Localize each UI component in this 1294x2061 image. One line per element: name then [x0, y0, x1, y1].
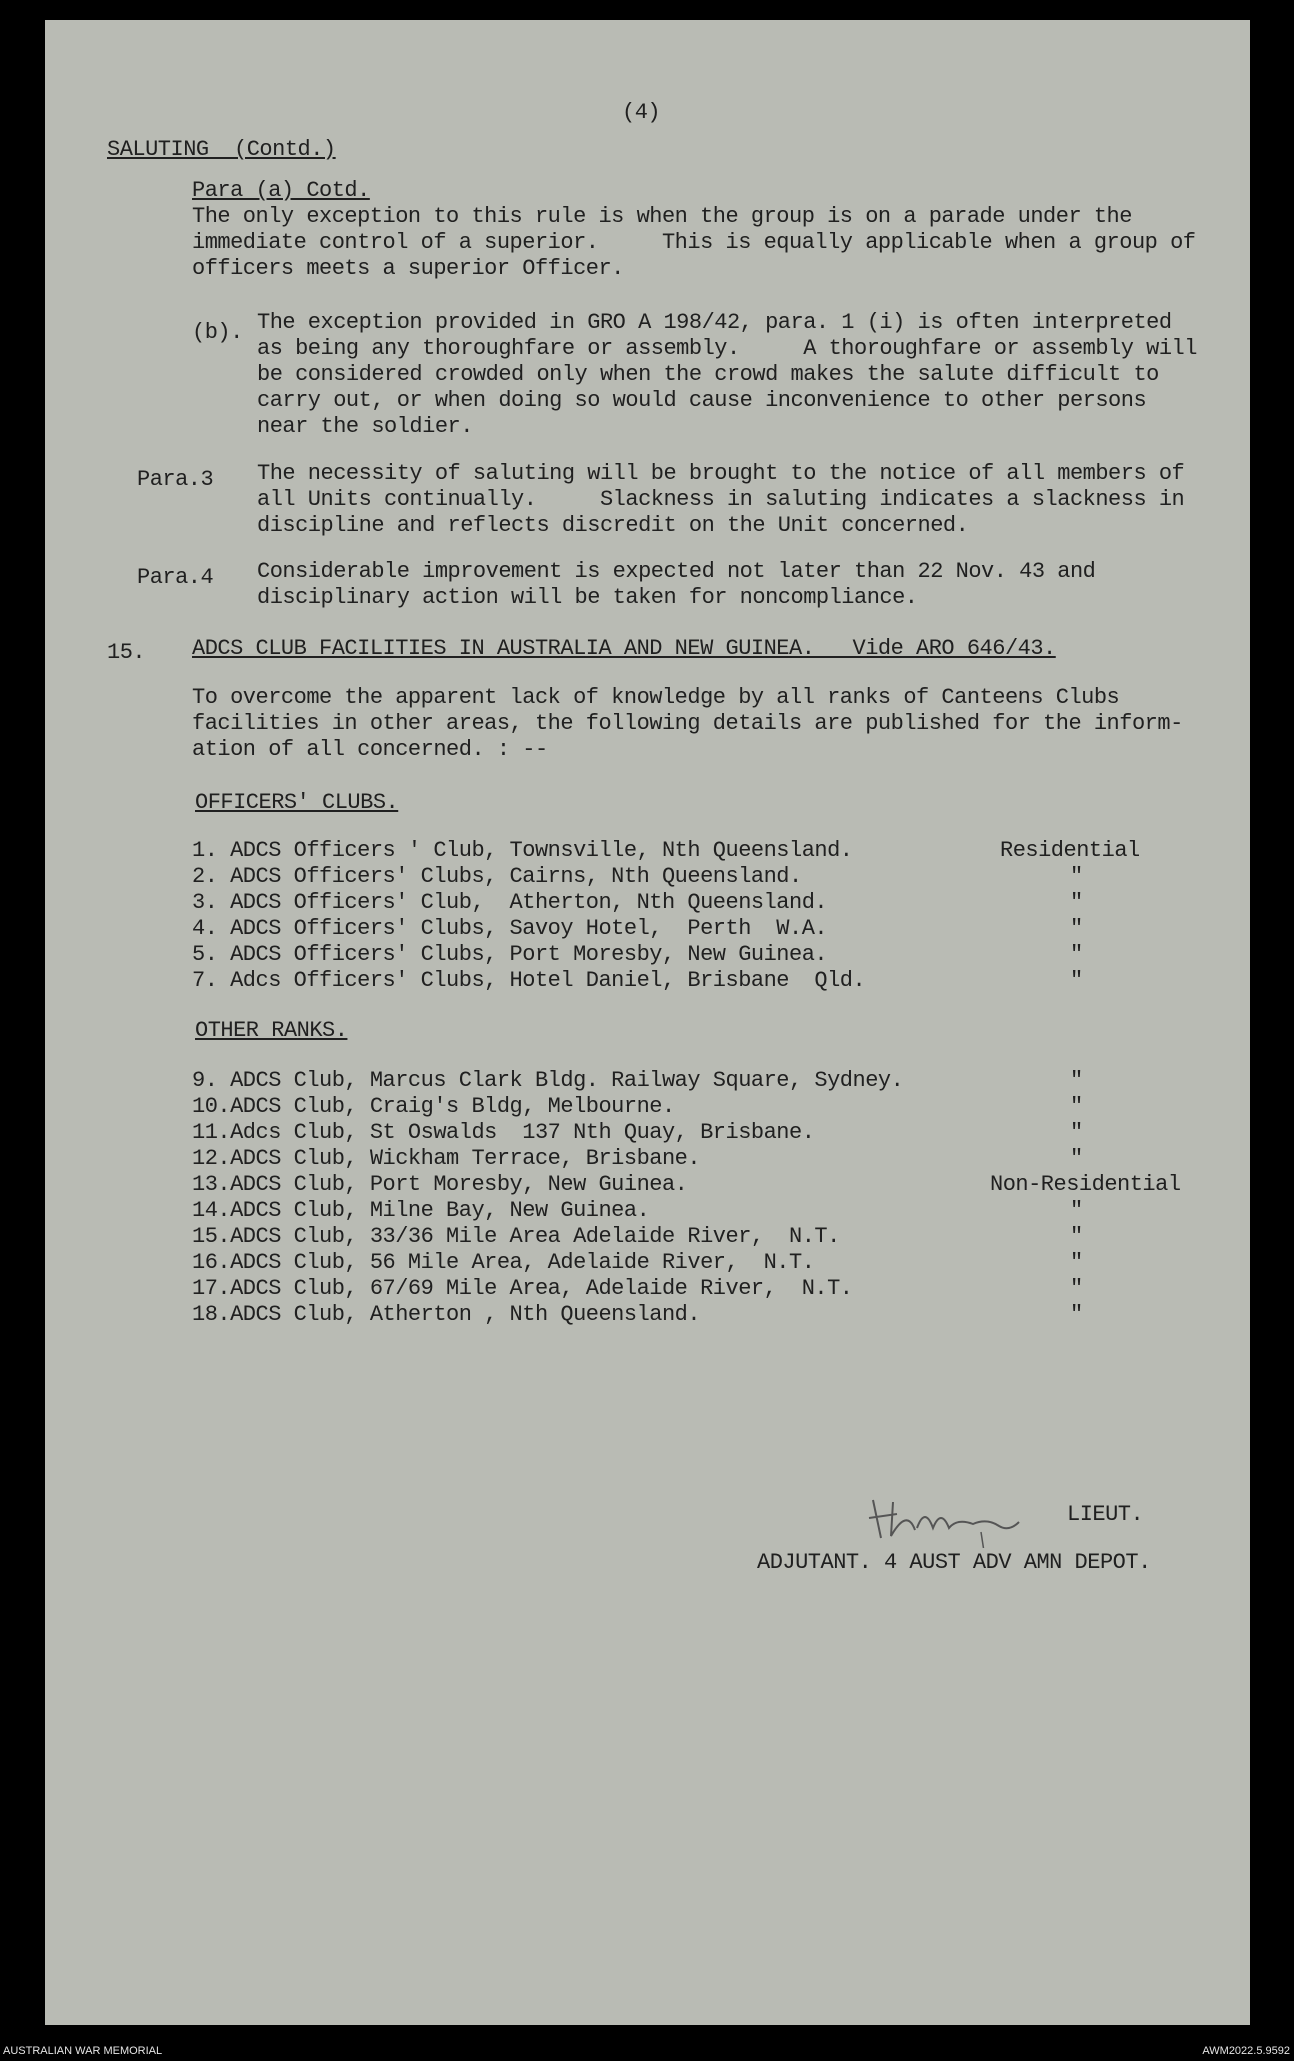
para-b-line: carry out, or when doing so would cause inconvenience to other persons [257, 388, 1147, 413]
other-ranks-status: " [1070, 1224, 1083, 1249]
other-ranks-status: " [1070, 1120, 1083, 1145]
officers-club-status: Residential [1000, 838, 1140, 863]
section-15-number: 15. [107, 640, 146, 665]
other-ranks-item: 9. ADCS Club, Marcus Clark Bldg. Railway Square, Sydney. [192, 1068, 904, 1093]
other-ranks-item: 17.ADCS Club, 67/69 Mile Area, Adelaide River, N.T. [192, 1276, 853, 1301]
officers-club-item: 3. ADCS Officers' Club, Atherton, Nth Queensland. [192, 890, 828, 915]
other-ranks-status: " [1070, 1302, 1083, 1327]
officers-club-status: " [1070, 968, 1083, 993]
para-4-label: Para.4 [137, 565, 214, 590]
officers-club-item: 2. ADCS Officers' Clubs, Cairns, Nth Queensland. [192, 864, 802, 889]
para-a-line: immediate control of a superior. This is equally applicable when a group of [192, 230, 1196, 255]
other-ranks-heading: OTHER RANKS. [195, 1018, 348, 1043]
other-ranks-item: 12.ADCS Club, Wickham Terrace, Brisbane. [192, 1146, 701, 1171]
para-4-line: Considerable improvement is expected not later than 22 Nov. 43 and [257, 559, 1096, 584]
other-ranks-status: " [1070, 1094, 1083, 1119]
officers-club-item: 5. ADCS Officers' Clubs, Port Moresby, New Guinea. [192, 942, 828, 967]
signature-rank: LIEUT. [1067, 1502, 1144, 1527]
para-4-line: disciplinary action will be taken for noncompliance. [257, 585, 918, 610]
officers-club-status: " [1070, 942, 1083, 967]
footer-source: AUSTRALIAN WAR MEMORIAL [3, 2045, 163, 2057]
other-ranks-status: Non-Residential [990, 1172, 1181, 1197]
officers-club-item: 4. ADCS Officers' Clubs, Savoy Hotel, Perth W.A. [192, 916, 828, 941]
para-b-line: near the soldier. [257, 414, 473, 439]
para-b-label: (b). [192, 320, 243, 345]
other-ranks-status: " [1070, 1250, 1083, 1275]
para-a-line: officers meets a superior Officer. [192, 256, 624, 281]
other-ranks-item: 18.ADCS Club, Atherton , Nth Queensland. [192, 1302, 701, 1327]
other-ranks-item: 14.ADCS Club, Milne Bay, New Guinea. [192, 1198, 650, 1223]
section-heading-saluting: SALUTING (Contd.) [107, 137, 336, 162]
officers-clubs-heading: OFFICERS' CLUBS. [195, 790, 399, 815]
section-15-title: ADCS CLUB FACILITIES IN AUSTRALIA AND NEW GUINEA. Vide ARO 646/43. [192, 636, 1056, 661]
para-a-title: Para (a) Cotd. [192, 178, 370, 203]
officers-club-item: 1. ADCS Officers ' Club, Townsville, Nth Queensland. [192, 838, 853, 863]
para-a-line: The only exception to this rule is when the group is on a parade under the [192, 204, 1132, 229]
other-ranks-item: 13.ADCS Club, Port Moresby, New Guinea. [192, 1172, 688, 1197]
para-b-line: be considered crowded only when the crowd makes the salute difficult to [257, 362, 1159, 387]
other-ranks-item: 16.ADCS Club, 56 Mile Area, Adelaide River, N.T. [192, 1250, 815, 1275]
section-15-intro-line: facilities in other areas, the following details are published for the inform- [192, 711, 1183, 736]
footer-reference: AWM2022.5.9592 [1202, 2045, 1290, 2057]
officers-club-status: " [1070, 890, 1083, 915]
para-b-line: as being any thoroughfare or assembly. A thoroughfare or assembly will [257, 336, 1197, 361]
other-ranks-item: 10.ADCS Club, Craig's Bldg, Melbourne. [192, 1094, 675, 1119]
para-3-line: The necessity of saluting will be brought to the notice of all members of [257, 461, 1185, 486]
para-3-line: discipline and reflects discredit on the Unit concerned. [257, 513, 969, 538]
section-15-intro-line: To overcome the apparent lack of knowledge by all ranks of Canteens Clubs [192, 685, 1120, 710]
para-3-label: Para.3 [137, 467, 214, 492]
other-ranks-item: 15.ADCS Club, 33/36 Mile Area Adelaide River, N.T. [192, 1224, 840, 1249]
para-3-line: all Units continually. Slackness in saluting indicates a slackness in [257, 487, 1185, 512]
other-ranks-status: " [1070, 1198, 1083, 1223]
officers-club-item: 7. Adcs Officers' Clubs, Hotel Daniel, Brisbane Qld. [192, 968, 866, 993]
other-ranks-status: " [1070, 1146, 1083, 1171]
document-page [45, 20, 1250, 2025]
other-ranks-status: " [1070, 1068, 1083, 1093]
para-b-line: The exception provided in GRO A 198/42, para. 1 (i) is often interpreted [257, 310, 1172, 335]
page-number: (4) [622, 100, 661, 125]
signature-position: ADJUTANT. 4 AUST ADV AMN DEPOT. [757, 1550, 1151, 1575]
officers-club-status: " [1070, 916, 1083, 941]
other-ranks-status: " [1070, 1276, 1083, 1301]
handwritten-signature [863, 1488, 1053, 1548]
other-ranks-item: 11.Adcs Club, St Oswalds 137 Nth Quay, Brisbane. [192, 1120, 815, 1145]
officers-club-status: " [1070, 864, 1083, 889]
section-15-intro-line: ation of all concerned. : -- [192, 737, 548, 762]
